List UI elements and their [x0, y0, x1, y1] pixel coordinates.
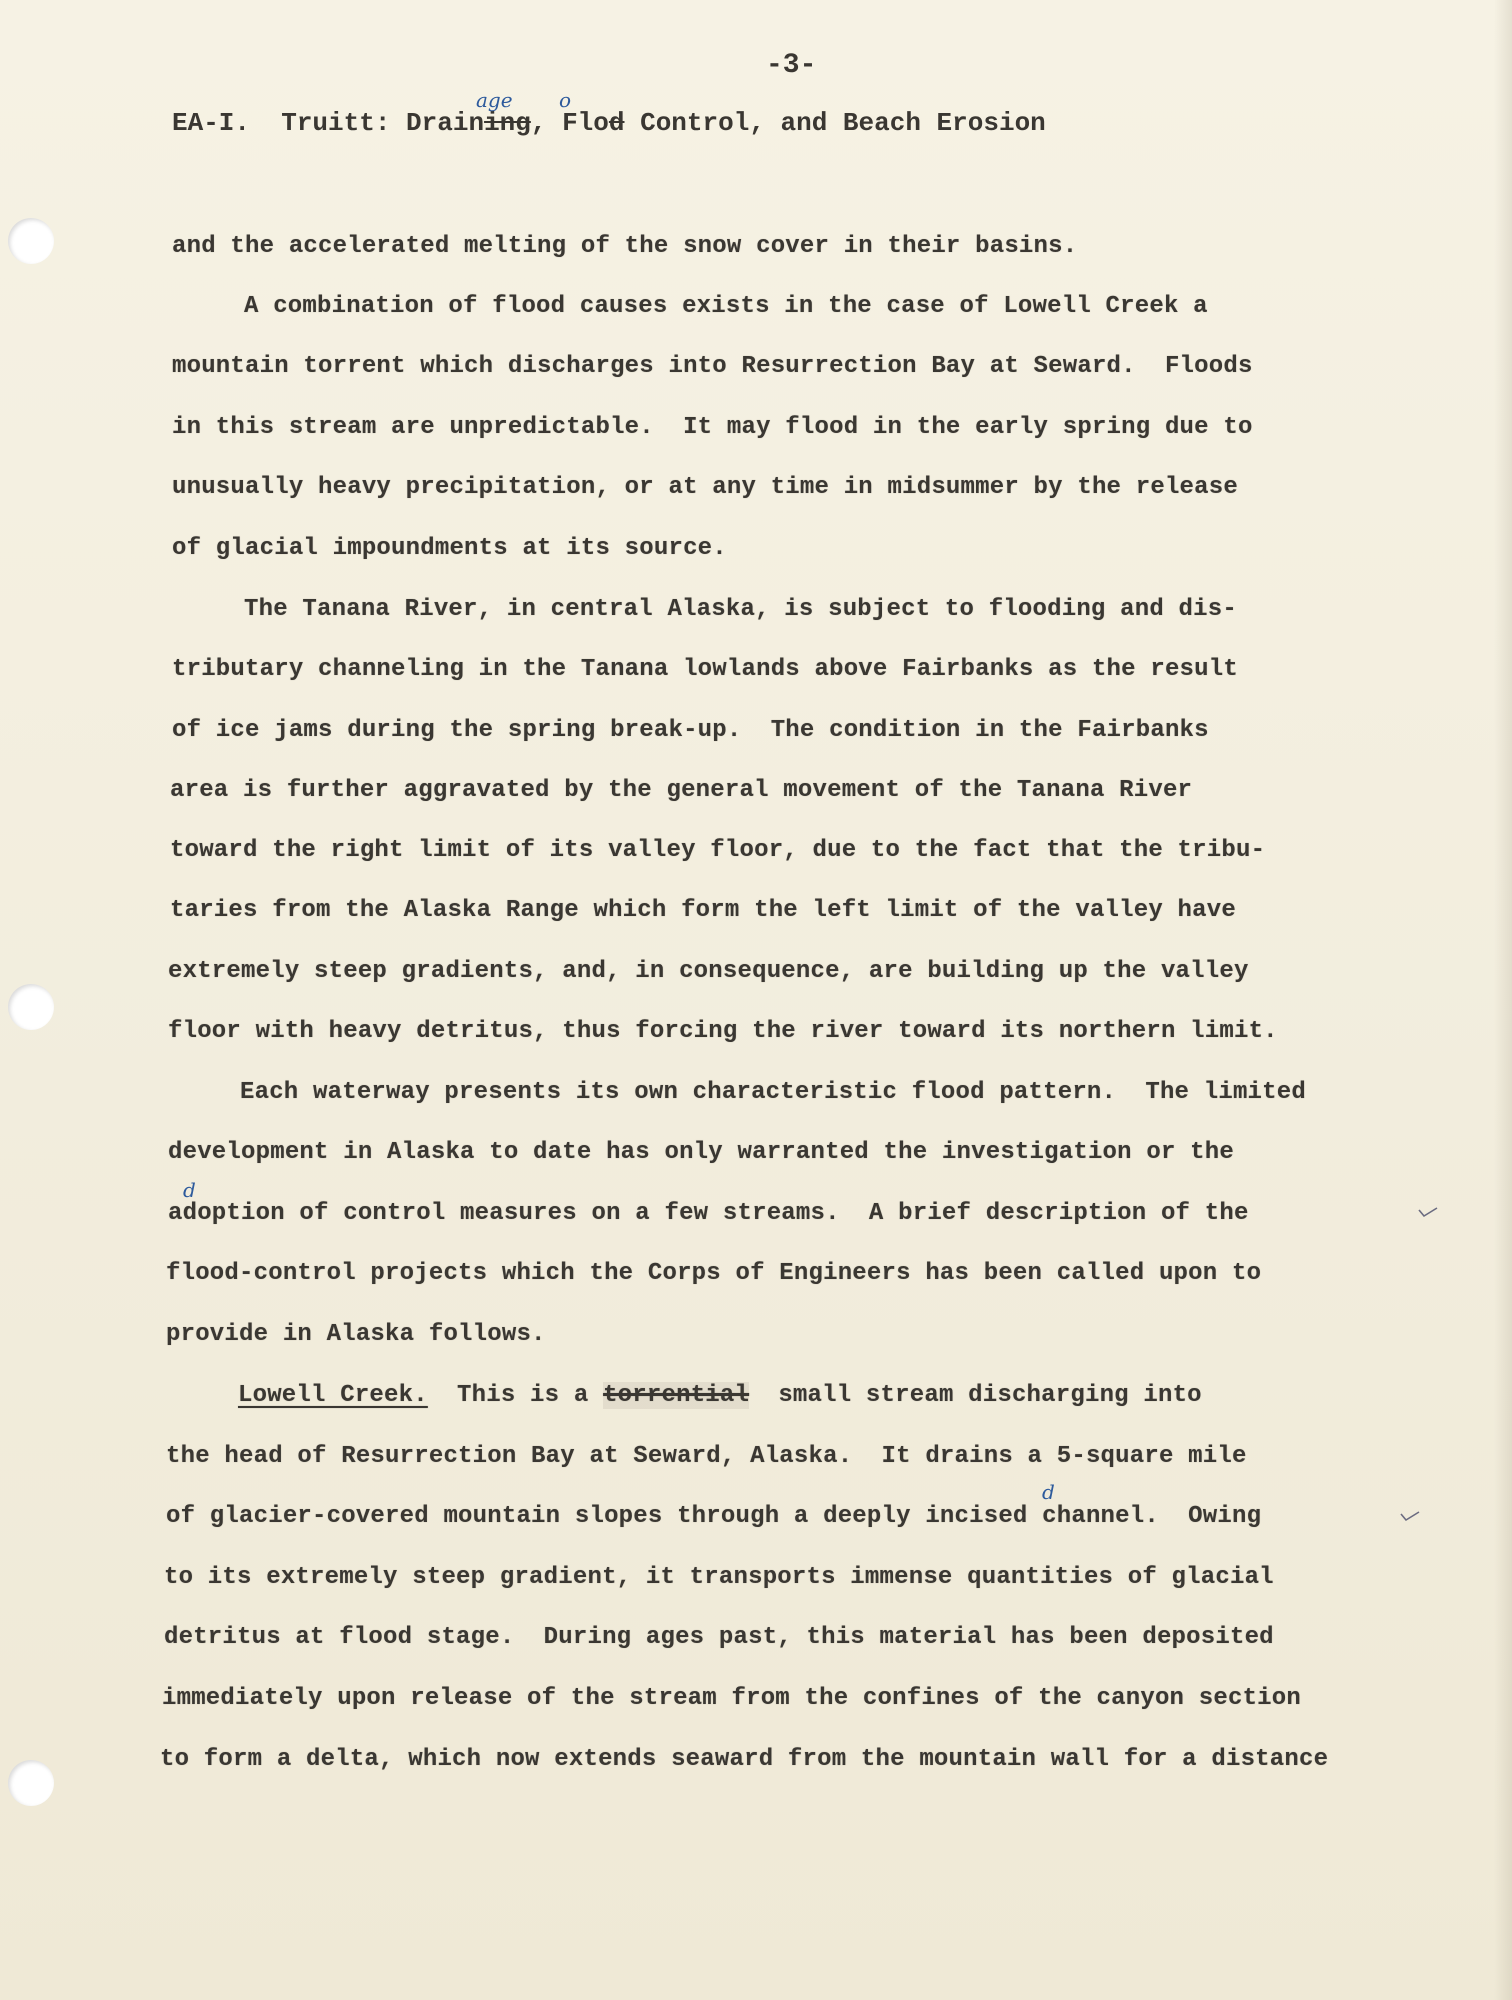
page-number: -3-: [766, 50, 817, 81]
body-line: of ice jams during the spring break-up. The condition in the Fairbanks: [172, 717, 1209, 744]
lowell-creek-first-line: [238, 1382, 1202, 1409]
lowell-text: This is a: [427, 1382, 604, 1409]
lowell-text: small stream discharging into: [749, 1382, 1202, 1409]
body-line: A combination of flood causes exists in the case of Lowell Creek a: [244, 293, 1208, 320]
header-crossed-draining: ing: [484, 108, 531, 138]
body-line: provide in Alaska follows.: [166, 1321, 546, 1348]
struck-word: torrential: [603, 1382, 750, 1409]
handwritten-o-insertion: o: [559, 88, 572, 112]
handwritten-d-correction: d: [183, 1178, 196, 1202]
punch-hole: [8, 984, 54, 1030]
body-line: to form a delta, which now extends seaward from the mountain wall for a distance: [160, 1746, 1329, 1773]
punch-hole: [8, 218, 54, 264]
body-line: floor with heavy detritus, thus forcing the river toward its northern limit.: [168, 1018, 1278, 1045]
body-line: The Tanana River, in central Alaska, is subject to flooding and dis-: [244, 596, 1237, 623]
body-line: mountain torrent which discharges into Resurrection Bay at Seward. Floods: [172, 353, 1253, 380]
body-line: immediately upon release of the stream from the confines of the canyon section: [162, 1685, 1301, 1712]
body-line: to its extremely steep gradient, it transports immense quantities of glacial: [164, 1564, 1274, 1591]
body-line: adoption of control measures on a few streams. A brief description of the: [168, 1200, 1249, 1227]
body-line: the head of Resurrection Bay at Seward, Alaska. It drains a 5-square mile: [166, 1443, 1247, 1470]
checkmark-icon: [1418, 1206, 1438, 1218]
header-part2: , Flo: [530, 108, 609, 138]
body-line: detritus at flood stage. During ages past, this material has been deposited: [164, 1624, 1274, 1651]
body-line: extremely steep gradients, and, in consequence, are building up the valley: [168, 958, 1249, 985]
body-line: unusually heavy precipitation, or at any time in midsummer by the release: [172, 474, 1238, 501]
body-line: development in Alaska to date has only warranted the investigation or the: [168, 1139, 1234, 1166]
header-part1: EA-I. Truitt: Drain: [172, 108, 485, 138]
lowell-creek-heading: Lowell Creek.: [238, 1382, 428, 1409]
body-line: flood-control projects which the Corps of Engineers has been called upon to: [166, 1260, 1262, 1287]
handwritten-age-insertion: age: [476, 88, 513, 112]
body-line: taries from the Alaska Range which form the left limit of the valley have: [170, 897, 1236, 924]
body-line: of glacier-covered mountain slopes through a deeply incised channel. Owing: [166, 1503, 1262, 1530]
checkmark-icon: [1400, 1510, 1420, 1522]
handwritten-d-correction: d: [1042, 1480, 1055, 1504]
body-line: Each waterway presents its own characteristic flood pattern. The limited: [240, 1079, 1306, 1106]
document-header: [172, 108, 1046, 138]
punch-hole: [8, 1760, 54, 1806]
body-line: tributary channeling in the Tanana lowlands above Fairbanks as the result: [172, 656, 1238, 683]
header-part3: Control, and Beach Erosion: [624, 108, 1046, 138]
header-crossed-flood: d: [608, 108, 625, 138]
body-line: toward the right limit of its valley floor, due to the fact that the tribu-: [170, 837, 1266, 864]
body-line: in this stream are unpredictable. It may flood in the early spring due to: [172, 414, 1253, 441]
body-line: area is further aggravated by the general movement of the Tanana River: [170, 777, 1193, 804]
body-line: and the accelerated melting of the snow cover in their basins.: [172, 233, 1078, 260]
body-line: of glacial impoundments at its source.: [172, 535, 727, 562]
